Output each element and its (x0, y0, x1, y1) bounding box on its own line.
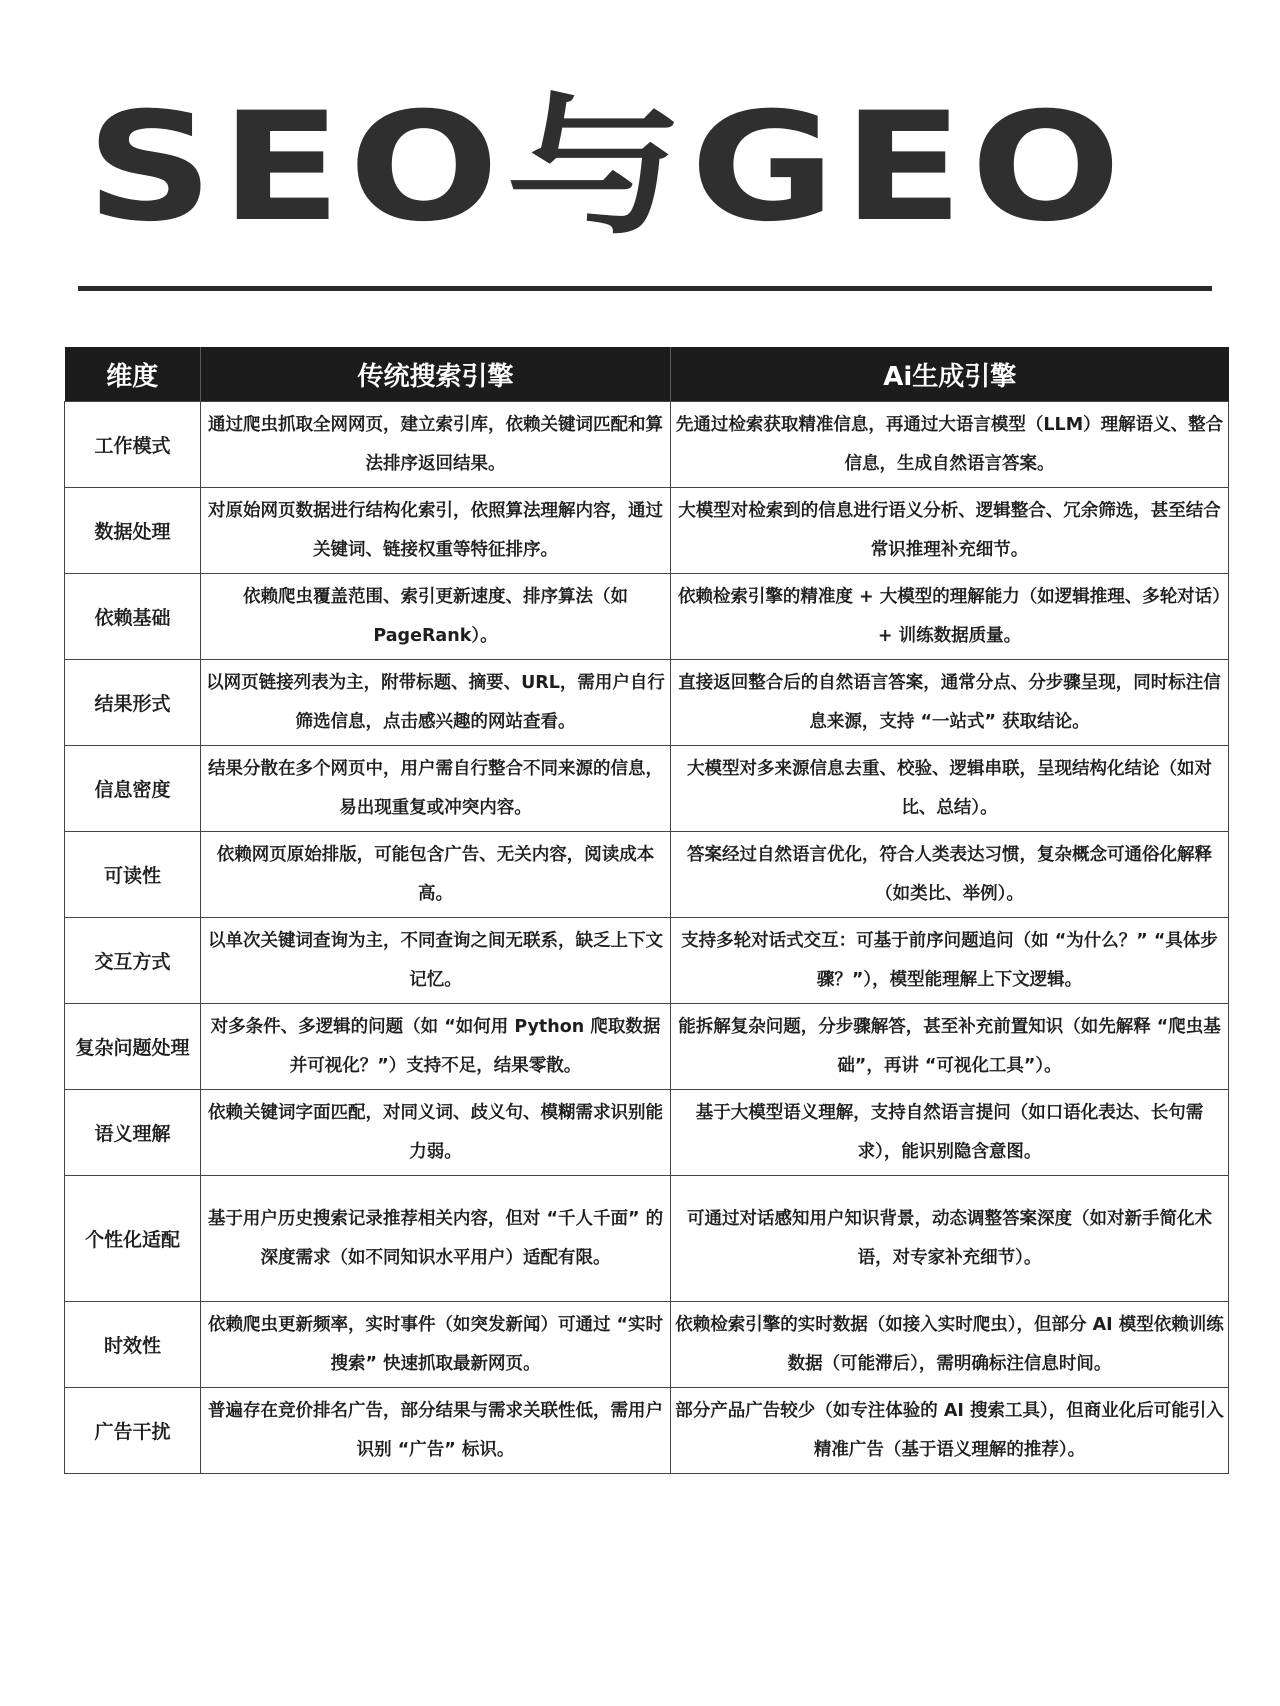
dimension-cell: 依赖基础 (65, 574, 201, 660)
ai-cell: 支持多轮对话式交互：可基于前序问题追问（如 “为什么？” “具体步骤？”），模型能理解上下文逻辑。 (671, 918, 1229, 1004)
page-title (86, 81, 1148, 255)
dimension-cell: 交互方式 (65, 918, 201, 1004)
traditional-cell: 依赖爬虫更新频率，实时事件（如突发新闻）可通过 “实时搜索” 快速抓取最新网页。 (201, 1302, 671, 1388)
ai-cell: 能拆解复杂问题，分步骤解答，甚至补充前置知识（如先解释 “爬虫基础”，再讲 “可视化工具”）。 (671, 1004, 1229, 1090)
ai-cell: 依赖检索引擎的精准度 + 大模型的理解能力（如逻辑推理、多轮对话）+ 训练数据质量。 (671, 574, 1229, 660)
table-row (65, 488, 1229, 574)
table-row (65, 746, 1229, 832)
traditional-cell: 依赖爬虫覆盖范围、索引更新速度、排序算法（如PageRank）。 (201, 574, 671, 660)
traditional-cell: 基于用户历史搜索记录推荐相关内容，但对 “千人千面” 的深度需求（如不同知识水平用户）适配有限。 (201, 1176, 671, 1302)
ai-cell: 大模型对检索到的信息进行语义分析、逻辑整合、冗余筛选，甚至结合常识推理补充细节。 (671, 488, 1229, 574)
traditional-cell: 对原始网页数据进行结构化索引，依照算法理解内容，通过关键词、链接权重等特征排序。 (201, 488, 671, 574)
comparison-table (64, 347, 1229, 1474)
header-traditional: 传统搜索引擎 (201, 347, 671, 402)
ai-cell: 先通过检索获取精准信息，再通过大语言模型（LLM）理解语义、整合信息，生成自然语言答案。 (671, 402, 1229, 488)
ai-cell: 大模型对多来源信息去重、校验、逻辑串联，呈现结构化结论（如对比、总结）。 (671, 746, 1229, 832)
traditional-cell: 普遍存在竞价排名广告，部分结果与需求关联性低，需用户识别 “广告” 标识。 (201, 1388, 671, 1474)
table-row (65, 918, 1229, 1004)
ai-cell: 依赖检索引擎的实时数据（如接入实时爬虫），但部分 AI 模型依赖训练数据（可能滞后），需明确标注信息时间。 (671, 1302, 1229, 1388)
traditional-cell: 依赖关键词字面匹配，对同义词、歧义句、模糊需求识别能力弱。 (201, 1090, 671, 1176)
table-header-row (65, 347, 1229, 402)
traditional-cell: 以网页链接列表为主，附带标题、摘要、URL，需用户自行筛选信息，点击感兴趣的网站查看。 (201, 660, 671, 746)
dimension-cell: 可读性 (65, 832, 201, 918)
header-ai: Ai生成引擎 (671, 347, 1229, 402)
dimension-cell: 结果形式 (65, 660, 201, 746)
table-row (65, 574, 1229, 660)
dimension-cell: 个性化适配 (65, 1176, 201, 1302)
dimension-cell: 工作模式 (65, 402, 201, 488)
title-part-geo: GEO (690, 81, 1129, 255)
table-row (65, 1004, 1229, 1090)
dimension-cell: 语义理解 (65, 1090, 201, 1176)
title-part-seo: SEO (86, 81, 507, 255)
table-row (65, 1176, 1229, 1302)
traditional-cell: 依赖网页原始排版，可能包含广告、无关内容，阅读成本高。 (201, 832, 671, 918)
table-row (65, 832, 1229, 918)
table-row (65, 402, 1229, 488)
ai-cell: 部分产品广告较少（如专注体验的 AI 搜索工具），但商业化后可能引入精准广告（基于语义理解的推荐）。 (671, 1388, 1229, 1474)
dimension-cell: 时效性 (65, 1302, 201, 1388)
traditional-cell: 以单次关键词查询为主，不同查询之间无联系，缺乏上下文记忆。 (201, 918, 671, 1004)
title-divider (78, 286, 1212, 291)
table-row (65, 1090, 1229, 1176)
traditional-cell: 对多条件、多逻辑的问题（如 “如何用 Python 爬取数据并可视化？”）支持不足，结果零散。 (201, 1004, 671, 1090)
table-row (65, 660, 1229, 746)
ai-cell: 基于大模型语义理解，支持自然语言提问（如口语化表达、长句需求），能识别隐含意图。 (671, 1090, 1229, 1176)
ai-cell: 可通过对话感知用户知识背景，动态调整答案深度（如对新手简化术语，对专家补充细节）。 (671, 1176, 1229, 1302)
dimension-cell: 复杂问题处理 (65, 1004, 201, 1090)
table-row (65, 1302, 1229, 1388)
ai-cell: 答案经过自然语言优化，符合人类表达习惯，复杂概念可通俗化解释（如类比、举例）。 (671, 832, 1229, 918)
traditional-cell: 结果分散在多个网页中，用户需自行整合不同来源的信息，易出现重复或冲突内容。 (201, 746, 671, 832)
ai-cell: 直接返回整合后的自然语言答案，通常分点、分步骤呈现，同时标注信息来源，支持 “一站式” 获取结论。 (671, 660, 1229, 746)
header-dimension: 维度 (65, 347, 201, 402)
table-row (65, 1388, 1229, 1474)
title-connector: 与 (506, 81, 691, 255)
dimension-cell: 数据处理 (65, 488, 201, 574)
traditional-cell: 通过爬虫抓取全网网页，建立索引库，依赖关键词匹配和算法排序返回结果。 (201, 402, 671, 488)
dimension-cell: 信息密度 (65, 746, 201, 832)
dimension-cell: 广告干扰 (65, 1388, 201, 1474)
